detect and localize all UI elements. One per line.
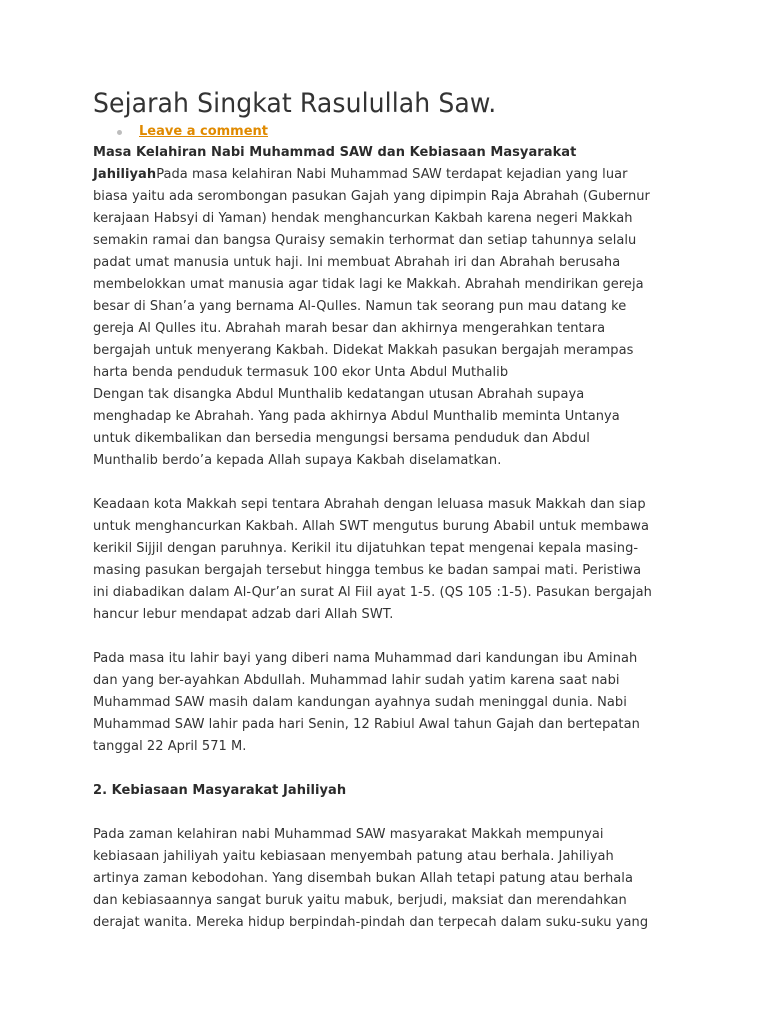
paragraph-gap [93, 626, 678, 648]
body-line: dan yang ber-ayahkan Abdullah. Muhammad lahir sudah yatim karena saat nabi [93, 673, 620, 688]
article [93, 84, 678, 934]
body-line: kerikil Sijjil dengan paruhnya. Kerikil itu dijatuhkan tepat mengenai kepala masing- [93, 541, 639, 556]
bullet-icon [117, 130, 122, 135]
post-meta-item [93, 122, 678, 142]
body-line: tanggal 22 April 571 M. [93, 739, 247, 754]
body-line: kebiasaan jahiliyah yaitu kebiasaan menyembah patung atau berhala. Jahiliyah [93, 849, 614, 864]
paragraph-gap [93, 802, 678, 824]
body-line: untuk menghancurkan Kakbah. Allah SWT mengutus burung Ababil untuk membawa [93, 519, 649, 534]
body-line: ini diabadikan dalam Al-Qur’an surat Al Fiil ayat 1-5. (QS 105 :1-5). Pasukan bergajah [93, 585, 652, 600]
section-heading: Masa Kelahiran Nabi Muhammad SAW dan Kebiasaan Masyarakat [93, 145, 577, 160]
body-line: Munthalib berdo’a kepada Allah supaya Kakbah diselamatkan. [93, 453, 502, 468]
body-line: harta benda penduduk termasuk 100 ekor Unta Abdul Muthalib [93, 365, 509, 380]
body-line: menghadap ke Abrahah. Yang pada akhirnya Abdul Munthalib meminta Untanya [93, 409, 620, 424]
body-line: biasa yaitu ada serombongan pasukan Gajah yang dipimpin Raja Abrahah (Gubernur [93, 189, 650, 204]
body-line: besar di Shan’a yang bernama Al-Qulles. Namun tak seorang pun mau datang ke [93, 299, 627, 314]
body-line: Pada zaman kelahiran nabi Muhammad SAW masyarakat Makkah mempunyai [93, 827, 604, 842]
section-heading-line [93, 780, 678, 802]
section-heading: 2. Kebiasaan Masyarakat Jahiliyah [93, 783, 347, 798]
body-line: gereja Al Qulles itu. Abrahah marah besar dan akhirnya mengerahkan tentara [93, 321, 606, 336]
body-line: Keadaan kota Makkah sepi tentara Abrahah dengan leluasa masuk Makkah dan siap [93, 497, 646, 512]
body-line: membelokkan umat manusia agar tidak lagi ke Makkah. Abrahah mendirikan gereja [93, 277, 644, 292]
article-title: Sejarah Singkat Rasulullah Saw. [93, 88, 497, 119]
body-line [93, 164, 678, 186]
body-line: masing pasukan bergajah tersebut hingga tembus ke badan sampai mati. Peristiwa [93, 563, 642, 578]
body-line: semakin ramai dan bangsa Quraisy semakin terhormat dan setiap tahunnya selalu [93, 233, 637, 248]
body-line: Muhammad SAW masih dalam kandungan ayahnya sudah meninggal dunia. Nabi [93, 695, 627, 710]
body-line: artinya zaman kebodohan. Yang disembah bukan Allah tetapi patung atau berhala [93, 871, 633, 886]
section-heading-line [93, 142, 678, 164]
body-line: kerajaan Habsyi di Yaman) hendak menghancurkan Kakbah karena negeri Makkah [93, 211, 633, 226]
body-line: dan kebiasaannya sangat buruk yaitu mabuk, berjudi, maksiat dan merendahkan [93, 893, 627, 908]
post-meta-list [93, 122, 678, 142]
body-line: Pada masa itu lahir bayi yang diberi nama Muhammad dari kandungan ibu Aminah [93, 651, 638, 666]
body-line: padat umat manusia untuk haji. Ini membuat Abrahah iri dan Abrahah berusaha [93, 255, 621, 270]
body-line: untuk dikembalikan dan bersedia mengungsi bersama penduduk dan Abdul [93, 431, 590, 446]
body-line: Dengan tak disangka Abdul Munthalib kedatangan utusan Abrahah supaya [93, 387, 585, 402]
leave-comment-link[interactable]: Leave a comment [139, 124, 269, 139]
paragraph-gap [93, 758, 678, 780]
paragraph-gap [93, 472, 678, 494]
section-heading-tail: Jahiliyah [93, 167, 157, 182]
article-body [93, 142, 678, 934]
body-line: hancur lebur mendapat adzab dari Allah SWT. [93, 607, 394, 622]
body-line: Muhammad SAW lahir pada hari Senin, 12 Rabiul Awal tahun Gajah dan bertepatan [93, 717, 640, 732]
body-line: derajat wanita. Mereka hidup berpindah-pindah dan terpecah dalam suku-suku yang [93, 915, 649, 930]
body-text: Pada masa kelahiran Nabi Muhammad SAW terdapat kejadian yang luar [156, 167, 628, 182]
body-line: bergajah untuk menyerang Kakbah. Didekat Makkah pasukan bergajah merampas [93, 343, 634, 358]
